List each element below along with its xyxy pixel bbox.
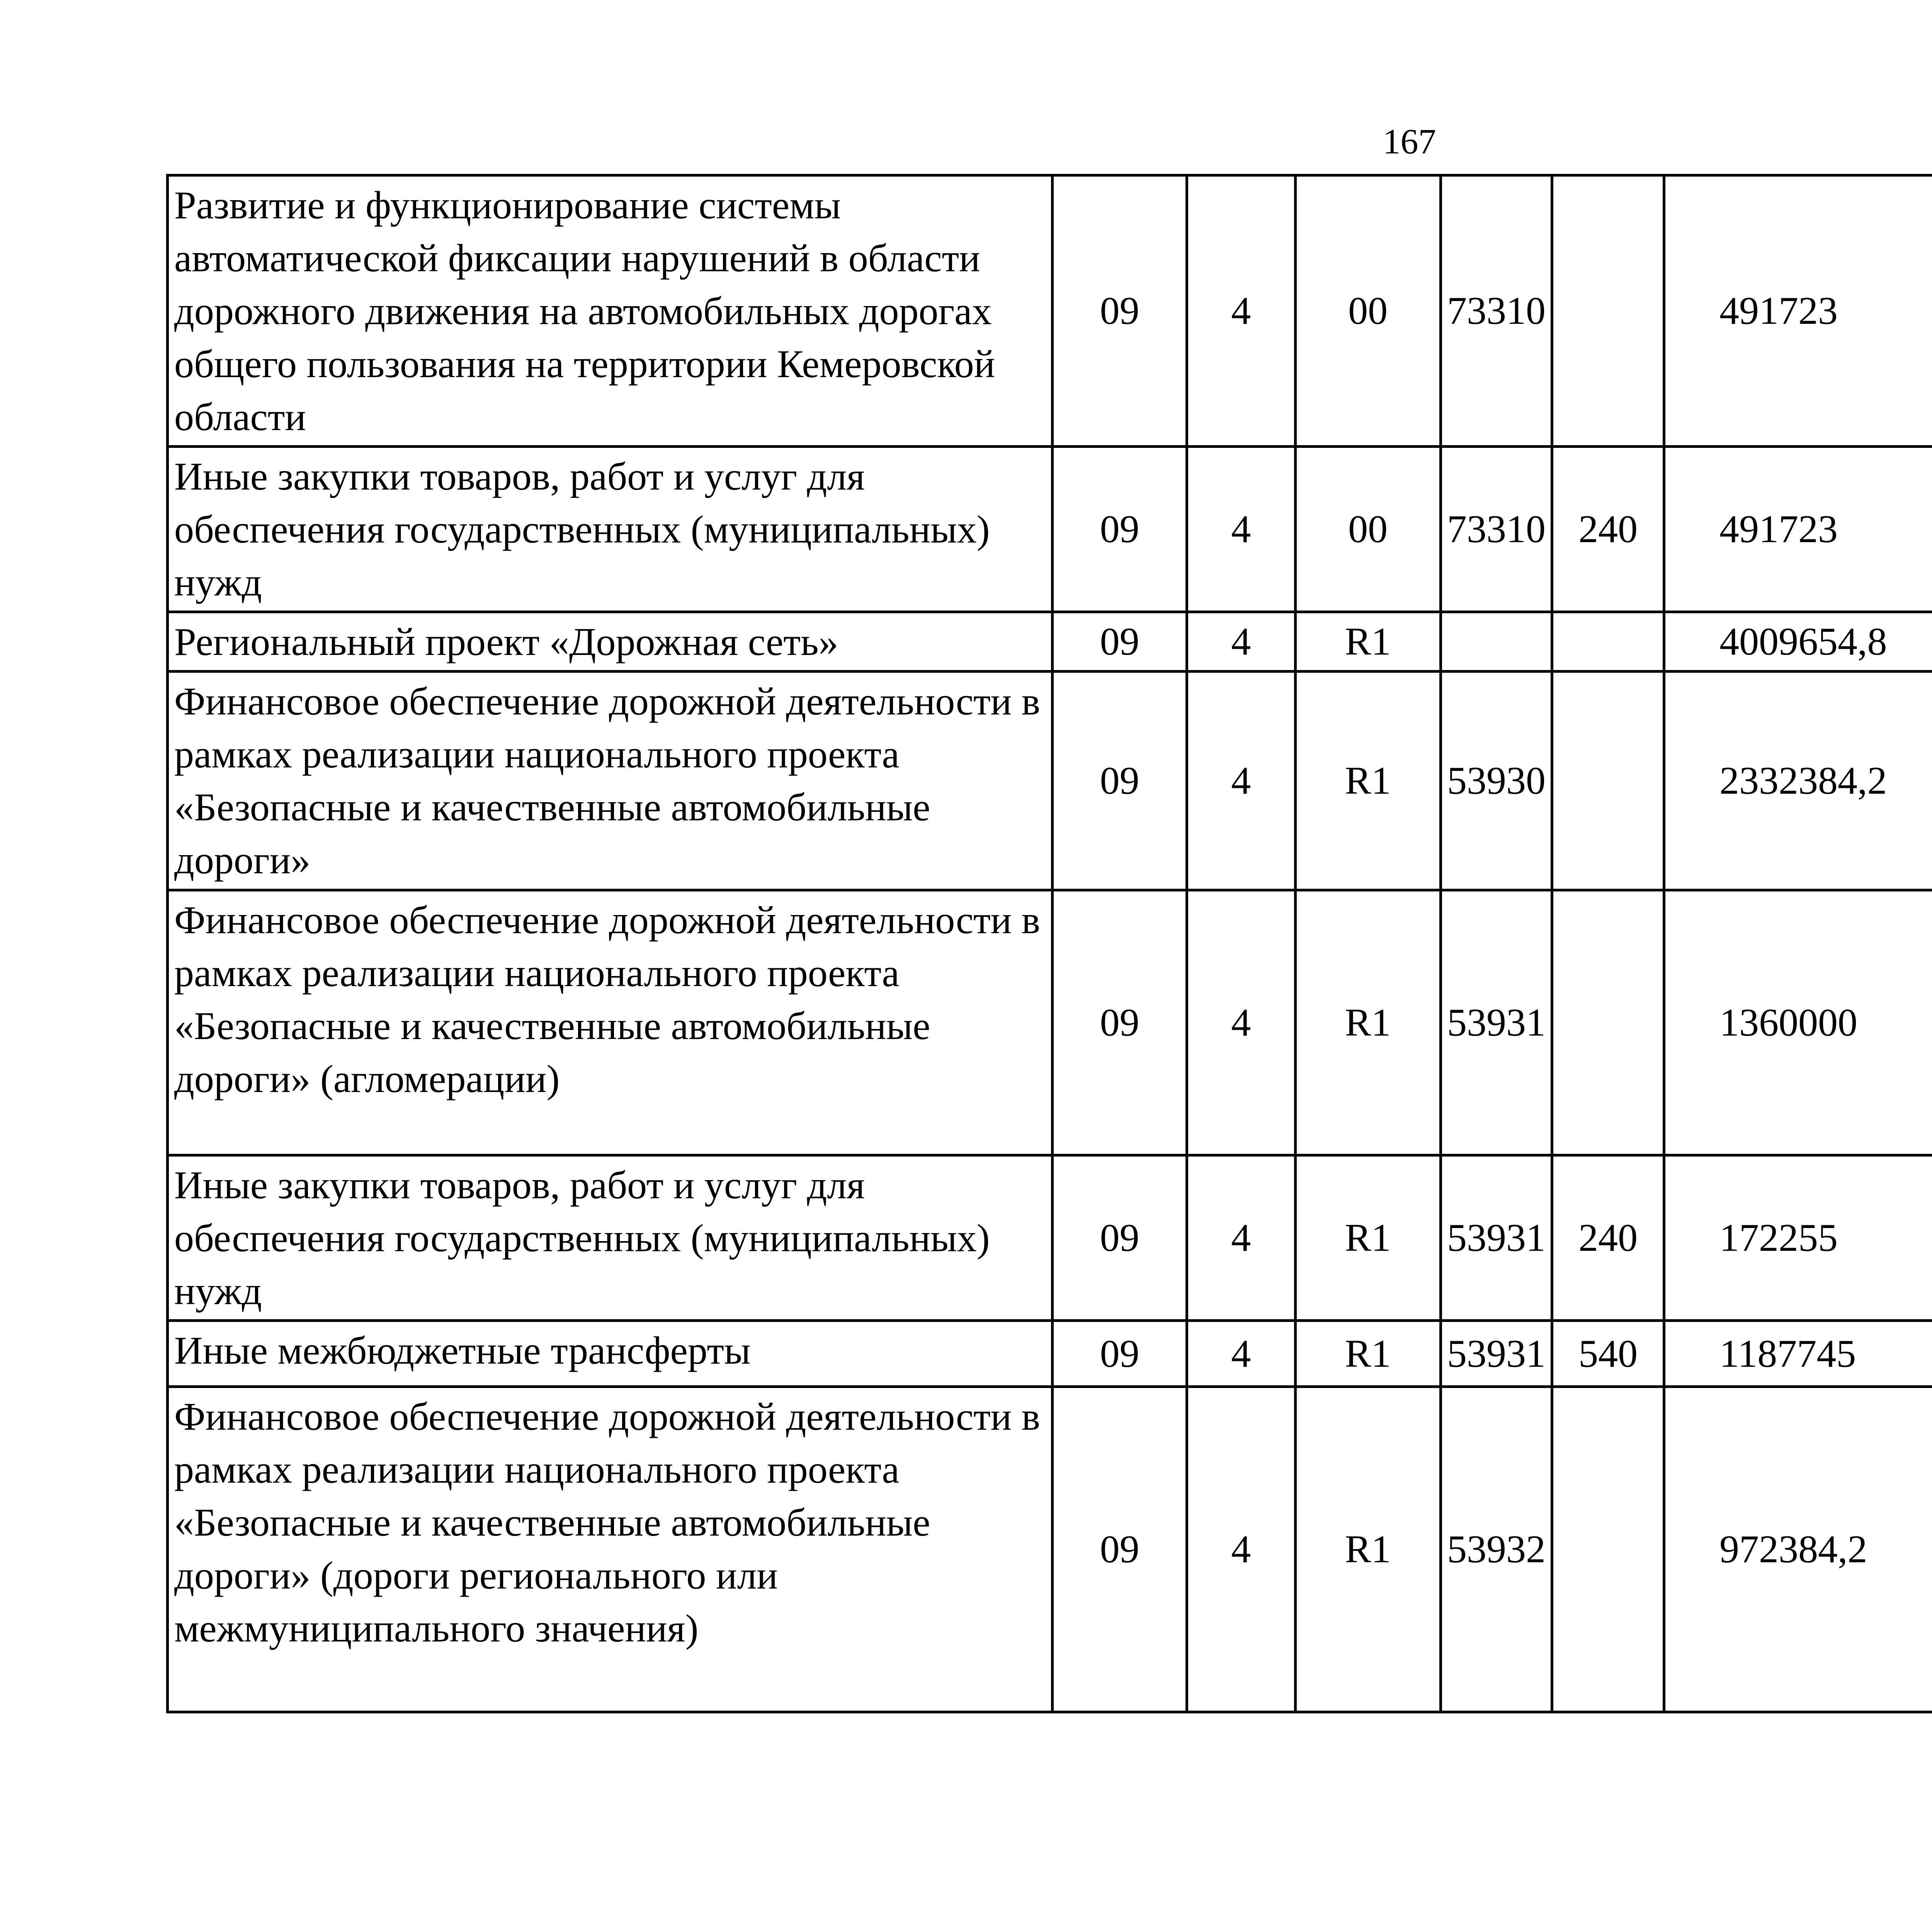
amount-year-1: 972384,2 [1664, 1387, 1932, 1712]
row-description: Иные закупки товаров, работ и услуг для обеспечения государственных (муниципальных) нужд [168, 447, 1053, 612]
expense-type-code [1552, 672, 1664, 890]
section-code: 09 [1053, 1155, 1187, 1321]
section-code: 09 [1053, 612, 1187, 672]
amount-year-1: 2332384,2 [1664, 672, 1932, 890]
direction-code: 53931 [1440, 1155, 1552, 1321]
section-code: 09 [1053, 890, 1187, 1155]
table-row [168, 175, 1932, 447]
expense-type-code [1552, 890, 1664, 1155]
table-row [168, 1387, 1932, 1712]
direction-code: 73310 [1440, 175, 1552, 447]
amount-year-1: 491723 [1664, 447, 1932, 612]
program-code: 00 [1295, 447, 1440, 612]
amount-year-1: 1187745 [1664, 1321, 1932, 1387]
row-description: Финансовое обеспечение дорожной деятельности в рамках реализации национального проекта «Безопасные и качественные автомобильные дороги» [168, 672, 1053, 890]
row-description: Региональный проект «Дорожная сеть» [168, 612, 1053, 672]
direction-code: 53930 [1440, 672, 1552, 890]
subsection-code: 4 [1187, 890, 1295, 1155]
program-code: R1 [1295, 1155, 1440, 1321]
section-code: 09 [1053, 175, 1187, 447]
direction-code: 73310 [1440, 447, 1552, 612]
row-description: Финансовое обеспечение дорожной деятельности в рамках реализации национального проекта «Безопасные и качественные автомобильные дороги» (агломерации) [168, 890, 1053, 1155]
row-description: Иные межбюджетные трансферты [168, 1321, 1053, 1387]
expense-type-code [1552, 612, 1664, 672]
program-code: R1 [1295, 672, 1440, 890]
row-description: Иные закупки товаров, работ и услуг для обеспечения государственных (муниципальных) нужд [168, 1155, 1053, 1321]
expense-type-code [1552, 1387, 1664, 1712]
subsection-code: 4 [1187, 175, 1295, 447]
expense-type-code [1552, 175, 1664, 447]
expense-type-code: 240 [1552, 447, 1664, 612]
subsection-code: 4 [1187, 1155, 1295, 1321]
expense-type-code: 540 [1552, 1321, 1664, 1387]
table-row [168, 612, 1932, 672]
table-row [168, 1321, 1932, 1387]
subsection-code: 4 [1187, 1387, 1295, 1712]
table-row [168, 1155, 1932, 1321]
row-description: Финансовое обеспечение дорожной деятельности в рамках реализации национального проекта «Безопасные и качественные автомобильные дороги» (дороги регионального или межмуниципального значения) [168, 1387, 1053, 1712]
subsection-code: 4 [1187, 612, 1295, 672]
direction-code: 53932 [1440, 1387, 1552, 1712]
amount-year-1: 172255 [1664, 1155, 1932, 1321]
table-row [168, 890, 1932, 1155]
table-row [168, 672, 1932, 890]
subsection-code: 4 [1187, 1321, 1295, 1387]
table-row [168, 447, 1932, 612]
direction-code [1440, 612, 1552, 672]
subsection-code: 4 [1187, 447, 1295, 612]
subsection-code: 4 [1187, 672, 1295, 890]
section-code: 09 [1053, 672, 1187, 890]
page-number: 167 [1383, 122, 1436, 161]
program-code: 00 [1295, 175, 1440, 447]
amount-year-1: 1360000 [1664, 890, 1932, 1155]
section-code: 09 [1053, 447, 1187, 612]
direction-code: 53931 [1440, 890, 1552, 1155]
section-code: 09 [1053, 1387, 1187, 1712]
budget-table [166, 174, 1932, 1713]
program-code: R1 [1295, 890, 1440, 1155]
expense-type-code: 240 [1552, 1155, 1664, 1321]
program-code: R1 [1295, 1387, 1440, 1712]
section-code: 09 [1053, 1321, 1187, 1387]
row-description: Развитие и функционирование системы автоматической фиксации нарушений в области дорожного движения на автомобильных дорогах общего пользования на территории Кемеровской области [168, 175, 1053, 447]
program-code: R1 [1295, 1321, 1440, 1387]
program-code: R1 [1295, 612, 1440, 672]
direction-code: 53931 [1440, 1321, 1552, 1387]
amount-year-1: 4009654,8 [1664, 612, 1932, 672]
amount-year-1: 491723 [1664, 175, 1932, 447]
